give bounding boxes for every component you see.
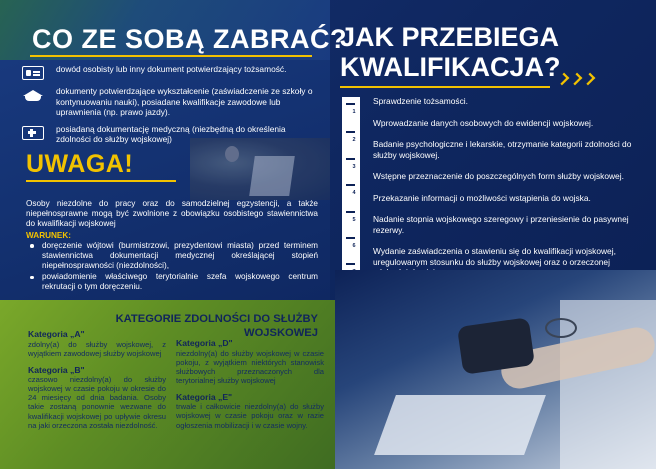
process-step: Badanie psychologiczne i lekarskie, otrzymanie kategorii zdolności do służby wojskowej.	[373, 139, 632, 160]
process-title	[340, 22, 560, 82]
categories-column-left	[28, 329, 166, 437]
process-title-underline	[340, 86, 550, 88]
category-e	[176, 392, 324, 430]
bring-item-education	[22, 86, 322, 118]
category-a	[28, 329, 166, 358]
category-desc: trwale i całkowicie niezdolny(a) do służby wojskowej w czasie pokoju oraz w razie ogłoszenia mobilizacji i w czasie wojny.	[176, 402, 324, 430]
process-step: Nadanie stopnia wojskowego szeregowy i przeniesienie do pasywnej rezerwy.	[373, 214, 629, 235]
ruler-tick	[346, 158, 355, 160]
process-title-line1: JAK PRZEBIEGA	[340, 22, 560, 52]
exam-paper	[374, 395, 546, 455]
graduation-cap-icon	[22, 88, 44, 104]
soldier-photo	[190, 138, 330, 200]
ruler-tick	[346, 211, 355, 213]
bring-item-text: dowód osobisty lub inny dokument potwierdzający tożsamość.	[56, 64, 287, 74]
process-title-line2: KWALIFIKACJA?	[340, 52, 561, 82]
warning-underline	[26, 180, 176, 182]
stethoscope-icon	[545, 318, 577, 338]
ruler-number: 4	[352, 190, 356, 196]
medical-kit-icon	[22, 126, 44, 140]
ruler-graphic	[342, 97, 360, 285]
ruler-number: 1	[352, 109, 356, 115]
ruler-number: 6	[352, 243, 356, 249]
process-step: Przekazanie informacji o możliwości wstąpienia do wojska.	[373, 192, 591, 203]
category-desc: czasowo niezdolny(a) do służby wojskowej w czasie pokoju w okresie do 24 miesięcy od dnia badania. Osoby takie zostaną ponownie wezwane do kwalifikacji wojskowej po upływie okresu na jaki orzeczona została niezdolność.	[28, 375, 166, 430]
ruler-number: 3	[352, 164, 356, 170]
bring-item-text: dokumenty potwierdzające wykształcenie (zaświadczenie ze szkoły o kontynuowaniu nauki), posiadane kwalifikacje zawodowe lub uprawnienia (np. prawo jazdy).	[56, 86, 313, 117]
category-d	[176, 338, 324, 385]
conditions-list	[26, 241, 318, 293]
process-steps	[373, 96, 641, 289]
category-b	[28, 365, 166, 430]
bring-item-id	[22, 64, 322, 80]
condition-item: powiadomienie właściwego terytorialnie szefa wojskowego centrum rekrutacji o tym doręczeniu.	[26, 272, 318, 292]
ruler-tick	[346, 131, 355, 133]
ruler-tick	[346, 103, 355, 105]
ruler-tick	[346, 184, 355, 186]
ruler-tick	[346, 237, 355, 239]
ruler-number: 2	[352, 137, 356, 143]
chevrons-icon	[558, 72, 597, 86]
what-to-bring-title: CO ZE SOBĄ ZABRAĆ?	[32, 24, 347, 54]
process-step: Sprawdzenie tożsamości.	[373, 96, 468, 106]
category-name: Kategoria „B"	[28, 364, 85, 375]
category-name: Kategoria „A"	[28, 329, 85, 339]
title-underline	[30, 55, 312, 57]
process-step: Wprowadzanie danych osobowych do ewidencji wojskowej.	[373, 117, 594, 128]
bring-item-text: posiadaną dokumentację medyczną (niezbędną do określenia zdolności do służby wojskowej)	[56, 123, 286, 144]
category-name: Kategoria „E"	[176, 391, 233, 402]
blood-pressure-cuff	[457, 317, 535, 375]
category-desc: zdolny(a) do służby wojskowej, z wyjątkiem zawodowej służby wojskowej	[28, 339, 166, 358]
categories-title-line1: KATEGORIE ZDOLNOŚCI DO SŁUŻBY	[115, 313, 318, 325]
id-card-icon	[22, 66, 44, 80]
warning-block	[26, 199, 318, 294]
category-name: Kategoria „D"	[176, 338, 233, 348]
categories-column-right	[176, 338, 324, 437]
ruler-number: 5	[352, 217, 356, 223]
condition-item: doręczenie wójtowi (burmistrzowi, prezydentowi miasta) przed terminem stawiennictwa dokumentacji medycznej określającej stopień niepełnosprawności (niezdolności),	[26, 241, 318, 272]
warning-title: UWAGA!	[26, 150, 134, 178]
process-step: Wydanie zaświadczenia o stawieniu się do kwalifikacji wojskowej, uregulowanym stosunku do służby wojskowej oraz o orzeczonej	[373, 246, 616, 267]
category-desc: niezdolny(a) do służby wojskowej w czasie pokoju, z wyjątkiem niektórych stanowisk służbowych przeznaczonych dla terytorialnej służby wojskowej	[176, 348, 324, 385]
ruler-tick	[346, 263, 355, 265]
conditions-label: WARUNEK:	[26, 230, 72, 240]
warning-text: Osoby niezdolne do pracy oraz do samodzielnej egzystencji, a także niepełnosprawne mogą być zwolnione z obowiązku osobistego stawiennictwa do kwalifikacji wojskowej	[26, 199, 318, 229]
categories-title-line2: WOJSKOWEJ	[244, 327, 318, 339]
process-step: Wstępne przeznaczenie do poszczególnych form służby wojskowej.	[373, 171, 624, 181]
